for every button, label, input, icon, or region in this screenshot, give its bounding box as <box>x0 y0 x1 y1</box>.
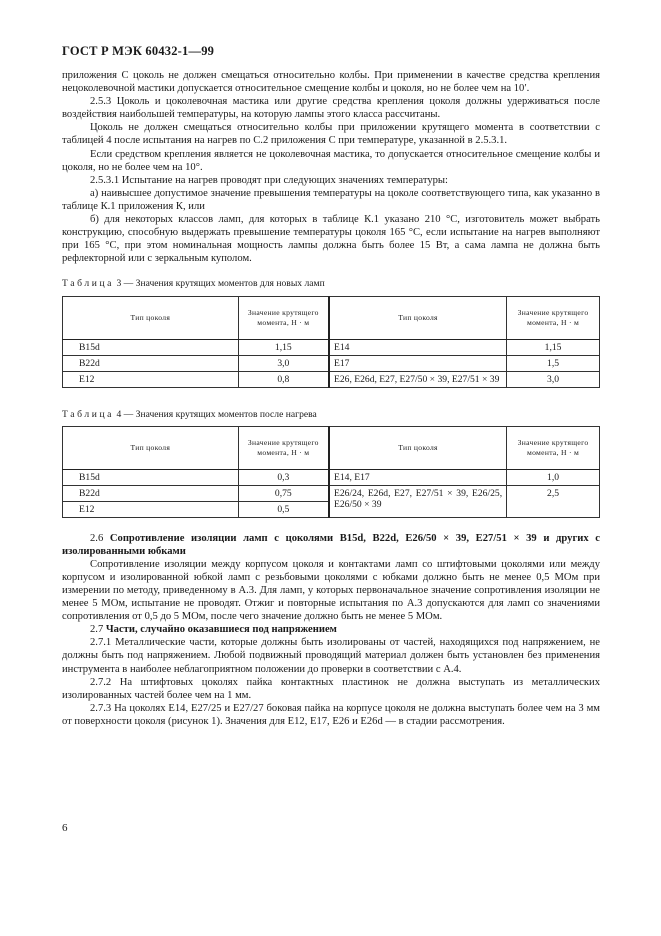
column-header: Значение крутящего момента, Н · м <box>238 426 329 469</box>
column-header: Значение крутящего момента, Н · м <box>507 426 600 469</box>
table-cell: B22d <box>63 485 239 501</box>
table-row <box>63 485 600 501</box>
column-header: Значение крутящего момента, Н · м <box>238 296 329 339</box>
table-cell: 1,15 <box>507 339 600 355</box>
table-cell: 0,8 <box>238 371 329 387</box>
table-header-row <box>63 426 600 469</box>
table3-label: Таблица <box>62 278 115 290</box>
section-title: Части, случайно оказавшиеся под напряжением <box>105 624 337 636</box>
table-cell: 0,5 <box>238 501 329 517</box>
table-row <box>63 469 600 485</box>
column-header: Тип цоколя <box>329 296 507 339</box>
paragraph: а) наивысшее допустимое значение превышения температуры на цоколе соответствующего типа, как указанно в таблице К.1 приложения К, или <box>62 187 600 212</box>
column-header: Тип цоколя <box>63 296 239 339</box>
column-header: Тип цоколя <box>63 426 239 469</box>
table-cell: 1,15 <box>238 339 329 355</box>
paragraph: 2.5.3 Цоколь и цоколевочная мастика или другие средства крепления цоколя должны удерживаться после воздействия наибольшей температуры, на которую лампы этого класса рассчитаны. <box>62 96 600 121</box>
paragraph: Если средством крепления является не цоколевочная мастика, то допускается относительное смещение колбы и цоколя, но не более чем на 10°. <box>62 148 600 173</box>
paragraph: приложения С цоколь не должен смещаться относительно колбы. При применении в качестве средства крепления нецоколевочной мастики допускается относительное смещение колбы и цоколя, но не более чем на 10ʹ. <box>62 70 600 95</box>
table4-label: Таблица <box>62 408 115 420</box>
document-body <box>62 69 600 728</box>
table-header-row <box>63 296 600 339</box>
table-cell: B15d <box>63 469 239 485</box>
table4-caption-text: 4 — Значения крутящих моментов после нагрева <box>116 408 317 420</box>
table-row <box>63 355 600 371</box>
table-cell: E26, E26d, E27, E27/50 × 39, E27/51 × 39 <box>329 371 507 387</box>
table-cell: 1,0 <box>507 469 600 485</box>
table3-caption <box>62 277 600 290</box>
paragraph: б) для некоторых классов ламп, для которых в таблице К.1 указано 210 °С, изготовитель может выбрать конструкцию, способную выдержать превышение температуры цоколя 165 °С, если испытание на нагрев выполняют при 165 °С, при этом номинальная мощность лампы должна быть более 15 Вт, а сама лампа не должна быть рефлекторной или с зеркальным куполом. <box>62 214 600 265</box>
standard-header: ГОСТ Р МЭК 60432-1—99 <box>62 44 215 58</box>
table-cell: B22d <box>63 355 239 371</box>
table4-caption <box>62 408 600 421</box>
table-cell: E12 <box>63 501 239 517</box>
paragraph: 2.7.1 Металлические части, которые должны быть изолированы от частей, находящихся под напряжением, не должны быть под напряжением. Любой подвижный проводящий материал должен быть установлен без применения инструмента в наиболее неблагоприятном положении до проверки в соответствии с А.4. <box>62 637 600 675</box>
table-cell: B15d <box>63 339 239 355</box>
table-cell: E12 <box>63 371 239 387</box>
table-cell: 3,0 <box>238 355 329 371</box>
table-cell: 2,5 <box>507 485 600 517</box>
paragraph: 2.7.3 На цоколях E14, E27/25 и E27/27 боковая пайка на корпусе цоколя не должна выступать более чем на 3 мм от поверхности цоколя (рисунок 1). Значения для E12, E17, E26 и E26d — в стадии рассмотрения. <box>62 702 600 727</box>
paragraph: 2.7.2 На штифтовых цоколях пайка контактных пластинок не должна выступать из металлических изолированных частей более чем на 1 мм. <box>62 676 600 701</box>
table3 <box>62 296 600 388</box>
page-number: 6 <box>62 822 68 834</box>
table-row <box>63 371 600 387</box>
table-row <box>63 339 600 355</box>
table-cell: 0,75 <box>238 485 329 501</box>
paragraph: 2.5.3.1 Испытание на нагрев проводят при следующих значениях температуры: <box>90 174 448 186</box>
column-header: Тип цоколя <box>329 426 507 469</box>
section-number: 2.7 <box>90 624 104 636</box>
paragraph: Сопротивление изоляции между корпусом цоколя и контактами ламп со штифтовыми цоколями или между корпусом и изолированной юбкой ламп с резьбовыми цоколями с юбками должно быть не менее 0,5 МОм при измерении по методу, приведенному в А.3. Для ламп, у которых первоначальное значение сопротивления изоляции не менее 5 МОм, испытание не проводят. Отжиг и повторные испытания по А.3 допускаются для ламп со значениями сопротивления от 0,5 до 5 МОм, после чего значение должно быть не менее 5 МОм. <box>62 558 600 623</box>
table-cell: E14 <box>329 339 507 355</box>
column-header: Значение крутящего момента, Н · м <box>507 296 600 339</box>
paragraph: Цоколь не должен смещаться относительно колбы при приложении крутящего момента в соответствии с таблицей 4 после испытания на нагрев по С.2 приложения С при температуре, указанной в 2.5.3.1. <box>62 122 600 147</box>
table4 <box>62 426 600 518</box>
table-cell: E26/24, E26d, E27, E27/51 × 39, E26/25, E26/50 × 39 <box>329 485 507 517</box>
table-cell: E17 <box>329 355 507 371</box>
section-title: Сопротивление изоляции ламп с цоколями B15d, B22d, E26/50 × 39, E27/51 × 39 и других с изолированными юбками <box>62 532 600 557</box>
table3-caption-text: 3 — Значения крутящих моментов для новых ламп <box>116 278 325 290</box>
section-2-7-heading <box>62 623 600 636</box>
section-2-6-heading <box>62 532 600 558</box>
table-cell: 3,0 <box>507 371 600 387</box>
section-number: 2.6 <box>90 532 104 544</box>
table-cell: 0,3 <box>238 469 329 485</box>
table-cell: E14, E17 <box>329 469 507 485</box>
table-cell: 1,5 <box>507 355 600 371</box>
